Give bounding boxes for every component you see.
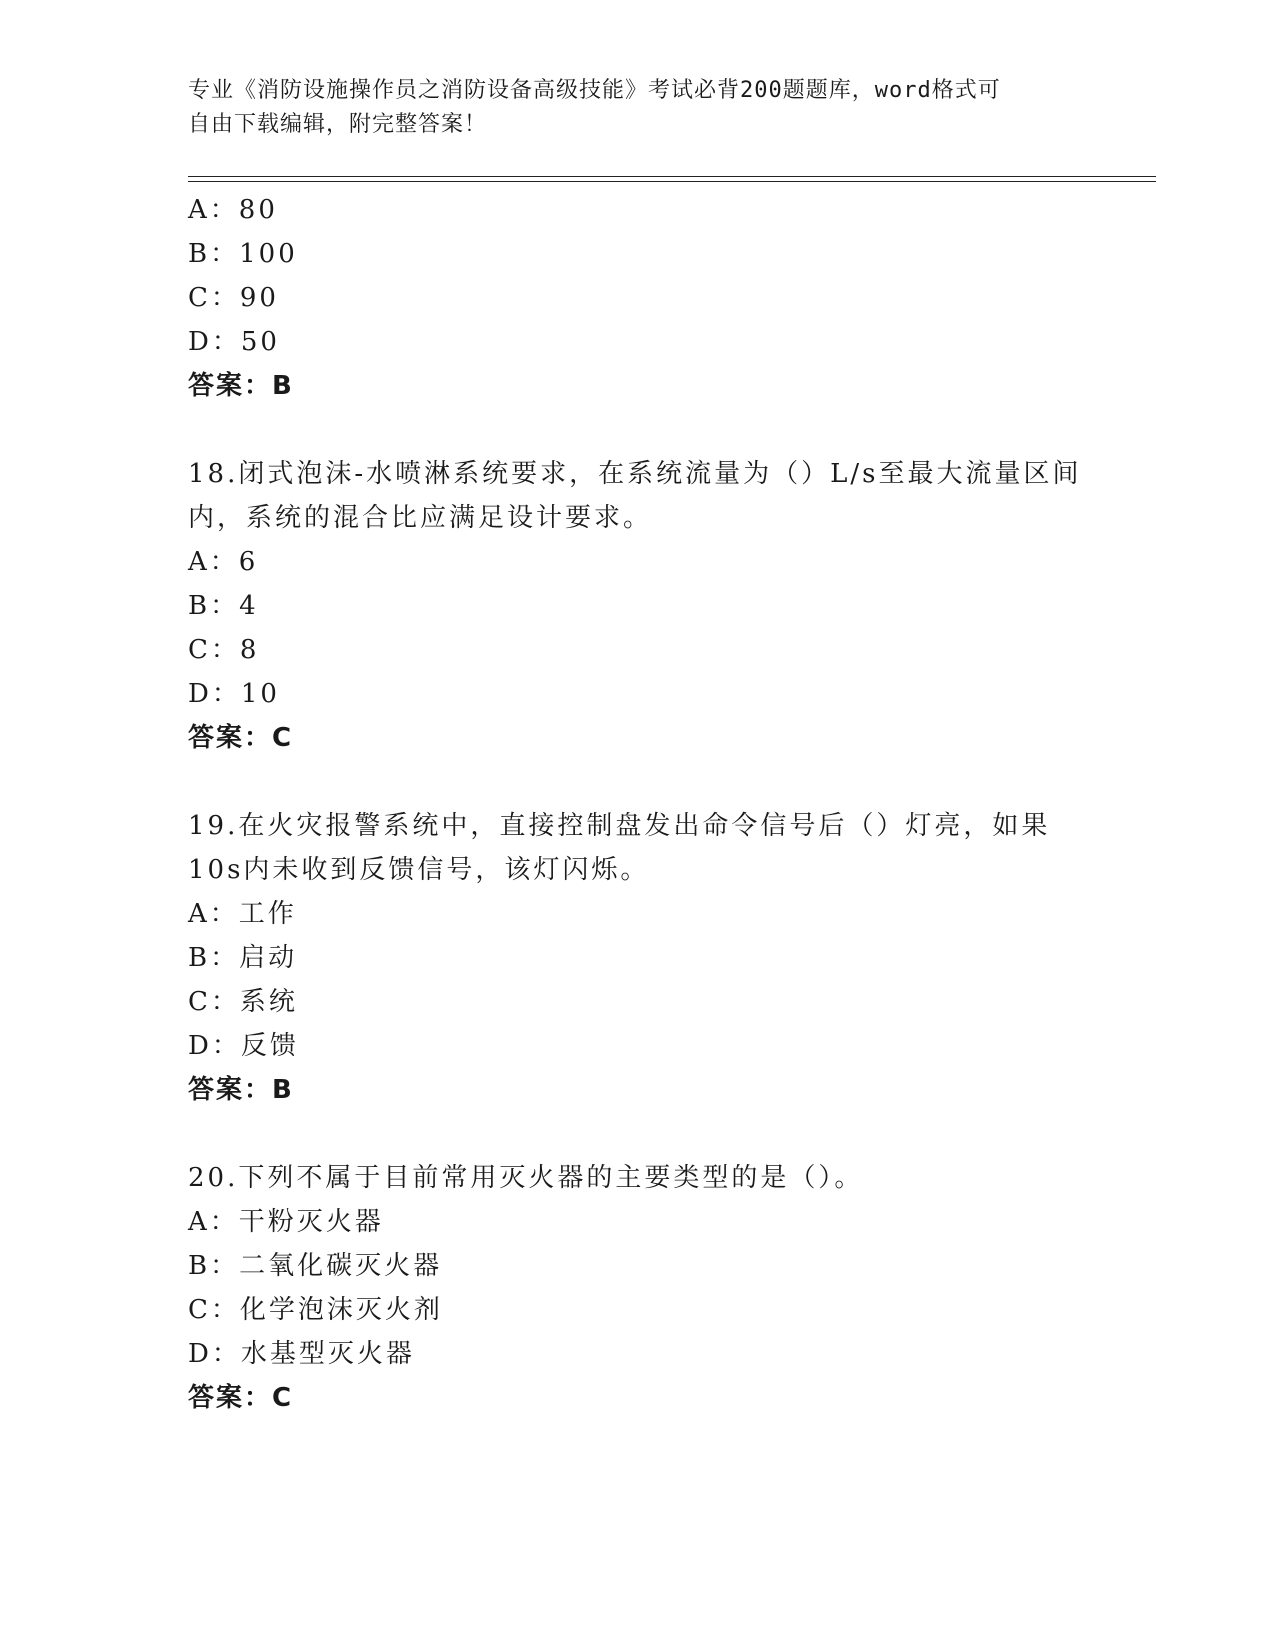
q18-option-b: B：4	[188, 591, 259, 621]
q17-option-c: C：90	[188, 283, 279, 313]
q19-option-c: C：系统	[188, 987, 298, 1017]
q19-option-b: B：启动	[188, 943, 298, 973]
q18-option-c: C：8	[188, 635, 260, 665]
q19-stem-line-2: 10s内未收到反馈信号，该灯闪烁。	[188, 855, 650, 885]
q17-option-b: B：100	[188, 239, 298, 269]
q19-answer: 答案：B	[188, 1075, 294, 1105]
q19-option-d: D：反馈	[188, 1031, 299, 1061]
q18-stem-line-1: 18.闭式泡沫-水喷淋系统要求，在系统流量为（）L/s至最大流量区间	[188, 459, 1082, 489]
q20-answer: 答案：C	[188, 1383, 294, 1413]
q18-option-a: A：6	[188, 547, 259, 577]
q18-answer: 答案：C	[188, 723, 294, 753]
header-line-1: 专业《消防设施操作员之消防设备高级技能》考试必背200题题库，word格式可	[188, 78, 1001, 103]
q18-stem-line-2: 内，系统的混合比应满足设计要求。	[188, 503, 653, 533]
header-divider-bottom	[188, 181, 1156, 182]
q18-option-d: D：10	[188, 679, 280, 709]
header-line-2: 自由下载编辑，附完整答案！	[188, 112, 488, 137]
document-header	[188, 74, 1088, 142]
q20-stem-line-1: 20.下列不属于目前常用灭火器的主要类型的是（）。	[188, 1163, 864, 1193]
q19-stem-line-1: 19.在火灾报警系统中，直接控制盘发出命令信号后（）灯亮，如果	[188, 811, 1051, 841]
q20-option-c: C：化学泡沫灭火剂	[188, 1295, 443, 1325]
q17-answer: 答案：B	[188, 371, 294, 401]
q20-option-b: B：二氧化碳灭火器	[188, 1251, 443, 1281]
q19-option-a: A：工作	[188, 899, 297, 929]
q17-option-d: D：50	[188, 327, 280, 357]
q20-option-a: A：干粉灭火器	[188, 1207, 384, 1237]
header-divider-top	[188, 176, 1156, 177]
q17-option-a: A：80	[188, 195, 278, 225]
q20-option-d: D：水基型灭火器	[188, 1339, 415, 1369]
